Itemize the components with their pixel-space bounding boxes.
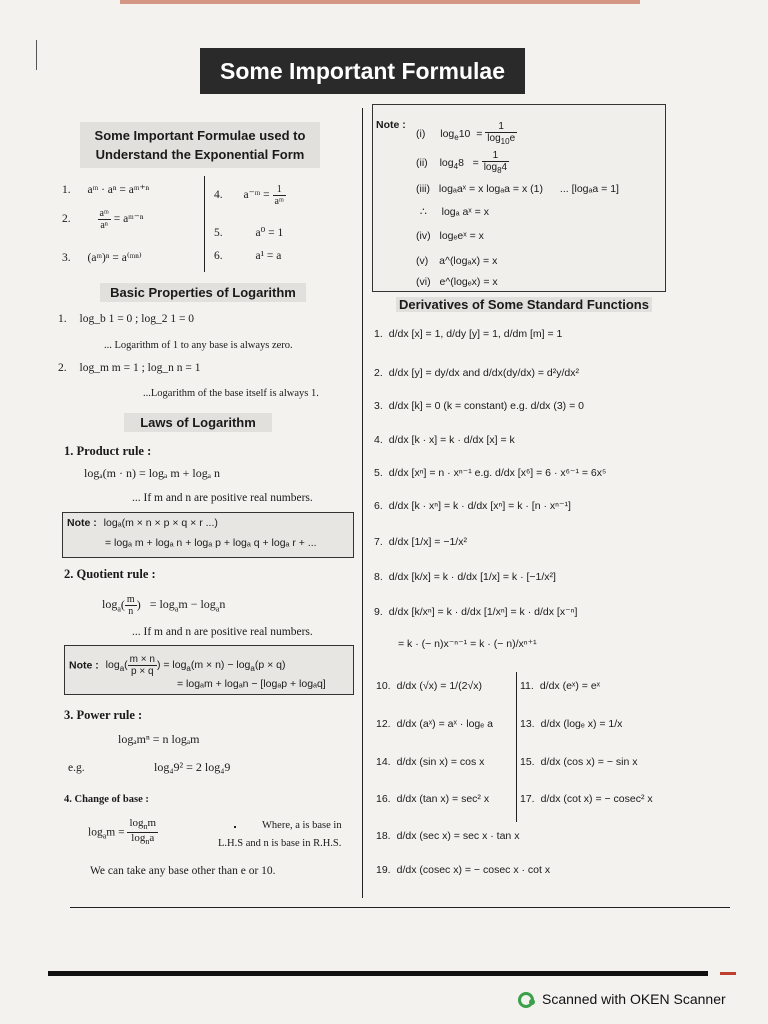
power-example: log₄9² = 2 log₄9 <box>154 760 231 774</box>
derivative-number: 15. <box>520 756 535 768</box>
derivative-2 <box>374 367 579 379</box>
basic-1: 1. log_b 1 = 0 ; log_2 1 = 0 <box>58 313 195 325</box>
derivative-19 <box>376 830 519 842</box>
power-rule-heading: 3. Power rule : <box>64 708 143 722</box>
derivative-formula: d/dx (cot x) = − cosec² x <box>540 793 653 805</box>
log-notes-label: Note : <box>376 119 406 131</box>
basic-heading: Basic Properties of Logarithm <box>100 283 306 302</box>
page-title: Some Important Formulae <box>200 48 525 94</box>
quotient-condition: ... If m and n are positive real numbers. <box>132 626 313 638</box>
product-note-label: Note : <box>67 517 97 529</box>
quotient-note-label: Note : <box>69 659 99 672</box>
derivative-number: 10. <box>376 680 391 692</box>
exp-divider <box>204 176 205 272</box>
derivative-9 <box>374 606 577 618</box>
derivative-10 <box>398 638 537 650</box>
product-formula: logₐ(m · n) = logₐ m + logₐ n <box>84 466 221 480</box>
derivative-formula: d/dx [k · xⁿ] = k · d/dx [xⁿ] = k · [n · xⁿ⁻¹] <box>388 500 571 512</box>
derivative-formula: d/dx (sec x) = sec x · tan x <box>396 830 520 842</box>
derivative-formula: d/dx [k/xⁿ] = k · d/dx [1/xⁿ] = k · d/dx [x⁻ⁿ] <box>388 606 578 618</box>
derivative-formula: d/dx (logₑ x) = 1/x <box>540 718 623 730</box>
basic-1-note: ... Logarithm of 1 to any base is always zero. <box>104 340 293 351</box>
product-note-line2: = logₐ m + logₐ n + logₐ p + logₐ q + logₐ r + ... <box>105 537 317 549</box>
log-note-6: (vi) e^(logₑx) = x <box>416 276 498 288</box>
derivative-14 <box>520 718 622 730</box>
derivative-8 <box>374 571 556 583</box>
scanner-text: Scanned with OKEN Scanner <box>542 991 726 1007</box>
derivative-number: 9. <box>374 606 383 618</box>
derivative-4 <box>374 434 515 446</box>
quotient-note-line2: = logₐm + logₐn − [logₐp + logₐq] <box>177 678 326 690</box>
log-note-3: (iii) logₐaˣ = x logₐa = x (1) ... [logₐa = 1] <box>416 183 619 195</box>
scanner-logo-icon <box>518 992 534 1008</box>
left-margin-line <box>36 40 37 70</box>
derivative-number: 3. <box>374 400 383 412</box>
top-edge-line <box>120 0 640 4</box>
bottom-rule <box>70 907 730 908</box>
derivative-number: 4. <box>374 434 383 446</box>
exp-heading-line2: Understand the Exponential Form <box>95 147 305 162</box>
column-divider <box>362 108 363 898</box>
derivative-number: 11. <box>520 680 534 692</box>
exp-4: 4. a⁻ᵐ = $\frac{1}{\text{aᵐ}}$ <box>214 184 284 207</box>
derivative-formula: d/dx [k] = 0 (k = constant) e.g. d/dx (3) = 0 <box>388 400 584 412</box>
log-note-5: (v) a^(logₐx) = x <box>416 255 498 267</box>
derivative-formula: d/dx (aˣ) = aˣ · logₑ a <box>396 718 493 730</box>
derivative-formula: d/dx [xⁿ] = n · xⁿ⁻¹ e.g. d/dx [x⁶] = 6 · x⁶⁻¹ = 6x⁵ <box>388 467 607 479</box>
exp-heading <box>80 122 320 168</box>
quotient-rule-heading: 2. Quotient rule : <box>64 567 156 581</box>
footer-bar <box>48 971 708 976</box>
derivative-number: 7. <box>374 536 383 548</box>
exp-1: 1. aᵐ · aⁿ = aᵐ⁺ⁿ <box>62 184 150 196</box>
product-condition: ... If m and n are positive real numbers. <box>132 492 313 504</box>
derivative-13 <box>376 718 493 730</box>
derivative-formula: d/dx (eˣ) = eˣ <box>539 680 601 692</box>
derivative-number: 17. <box>520 793 535 805</box>
derivative-formula: = k · (− n)x⁻ⁿ⁻¹ = k · (− n)/xⁿ⁺¹ <box>398 638 537 650</box>
log-note-1: (i) $\log_e10$ = $\frac{1}{\log_{10}e}$ <box>416 121 516 146</box>
derivative-formula: d/dx [k · x] = k · d/dx [x] = k <box>388 434 515 446</box>
derivative-6 <box>374 500 571 512</box>
derivative-16 <box>520 756 637 768</box>
derivative-5 <box>374 467 606 479</box>
derivative-number: 14. <box>376 756 391 768</box>
derivative-formula: d/dx [k/x] = k · d/dx [1/x] = k · [−1/x²] <box>388 571 556 583</box>
power-eg-label: e.g. <box>68 762 85 774</box>
derivative-formula: d/dx (√x) = 1/(2√x) <box>396 680 482 692</box>
exp-5: 5. a⁰ = 1 <box>214 227 284 239</box>
footer-accent <box>720 972 736 975</box>
derivative-formula: d/dx [y] = dy/dx and d/dx(dy/dx) = d²y/dx² <box>388 367 580 379</box>
derivative-number: 6. <box>374 500 383 512</box>
derivative-number: 2. <box>374 367 383 379</box>
exp-6: 6. a¹ = a <box>214 250 282 262</box>
change-base-footer: We can take any base other than e or 10. <box>90 865 276 877</box>
derivative-number: 12. <box>376 718 391 730</box>
derivative-11 <box>376 680 482 692</box>
basic-2-note: ...Logarithm of the base itself is always 1. <box>143 388 319 399</box>
log-note-4: (iv) logₑeˣ = x <box>416 230 484 242</box>
derivative-formula: d/dx (cosec x) = − cosec x · cot x <box>396 864 551 876</box>
bullet-dot <box>234 826 236 828</box>
change-base-formula: $\log_am$ = $\frac{\log_nm}{\log_na}$ <box>88 817 157 847</box>
derivative-number: 16. <box>376 793 391 805</box>
derivative-formula: d/dx [x] = 1, d/dy [y] = 1, d/dm [m] = 1 <box>388 328 563 340</box>
laws-heading: Laws of Logarithm <box>124 413 272 432</box>
change-base-note-1: Where, a is base in <box>262 820 342 831</box>
derivative-17 <box>376 793 489 805</box>
derivative-12 <box>520 680 600 692</box>
derivative-number: 18. <box>376 830 391 842</box>
derivative-formula: d/dx [1/x] = −1/x² <box>388 536 467 548</box>
derivative-1 <box>374 328 562 340</box>
power-formula: logₐmⁿ = n logₐm <box>118 732 200 746</box>
product-note-box <box>62 512 354 558</box>
quotient-formula: $\log_a$( $\frac{m}{n}$ ) = $\log_am - \log_an$ <box>102 594 226 617</box>
basic-2: 2. log_m m = 1 ; log_n n = 1 <box>58 362 201 374</box>
derivative-formula: d/dx (cos x) = − sin x <box>540 756 638 768</box>
derivative-number: 13. <box>520 718 535 730</box>
change-base-note-2: L.H.S and n is base in R.H.S. <box>218 838 342 849</box>
product-rule-heading: 1. Product rule : <box>64 444 152 458</box>
derivative-15 <box>376 756 484 768</box>
quotient-note-box: Note : $\log_a$( $\frac{m \times n}{p \times q}$ ) = $\log_a(m \times n) - \log_a(p \times q)$ = logₐm + logₐn − [logₐp + logₐq] <box>64 645 354 695</box>
log-note-therefore: ∴ logₐ aˣ = x <box>420 206 489 218</box>
derivative-number: 5. <box>374 467 383 479</box>
derivative-7 <box>374 536 467 548</box>
derivative-number: 8. <box>374 571 383 583</box>
derivative-3 <box>374 400 584 412</box>
exp-3: 3. (aᵐ)ⁿ = a⁽ᵐⁿ⁾ <box>62 252 142 264</box>
product-note-line1: logₐ(m × n × p × q × r ...) <box>103 517 218 529</box>
scanner-watermark <box>518 991 726 1008</box>
exp-2: 2. $\frac{\text{aᵐ}}{\text{aⁿ}}$ = aᵐ⁻ⁿ <box>62 208 144 231</box>
derivative-formula: d/dx (sin x) = cos x <box>396 756 485 768</box>
derivatives-heading: Derivatives of Some Standard Functions <box>396 297 652 312</box>
derivative-number: 1. <box>374 328 383 340</box>
derivative-formula: d/dx (tan x) = sec² x <box>396 793 490 805</box>
derivs-pair-divider <box>516 672 517 822</box>
derivative-18 <box>520 793 653 805</box>
exp-heading-line1: Some Important Formulae used to <box>94 128 306 143</box>
derivative-number: 19. <box>376 864 391 876</box>
derivative-20 <box>376 864 550 876</box>
log-note-2: (ii) $\log_48$ = $\frac{1}{\log_84}$ <box>416 150 508 175</box>
change-base-heading: 4. Change of base : <box>64 794 149 805</box>
